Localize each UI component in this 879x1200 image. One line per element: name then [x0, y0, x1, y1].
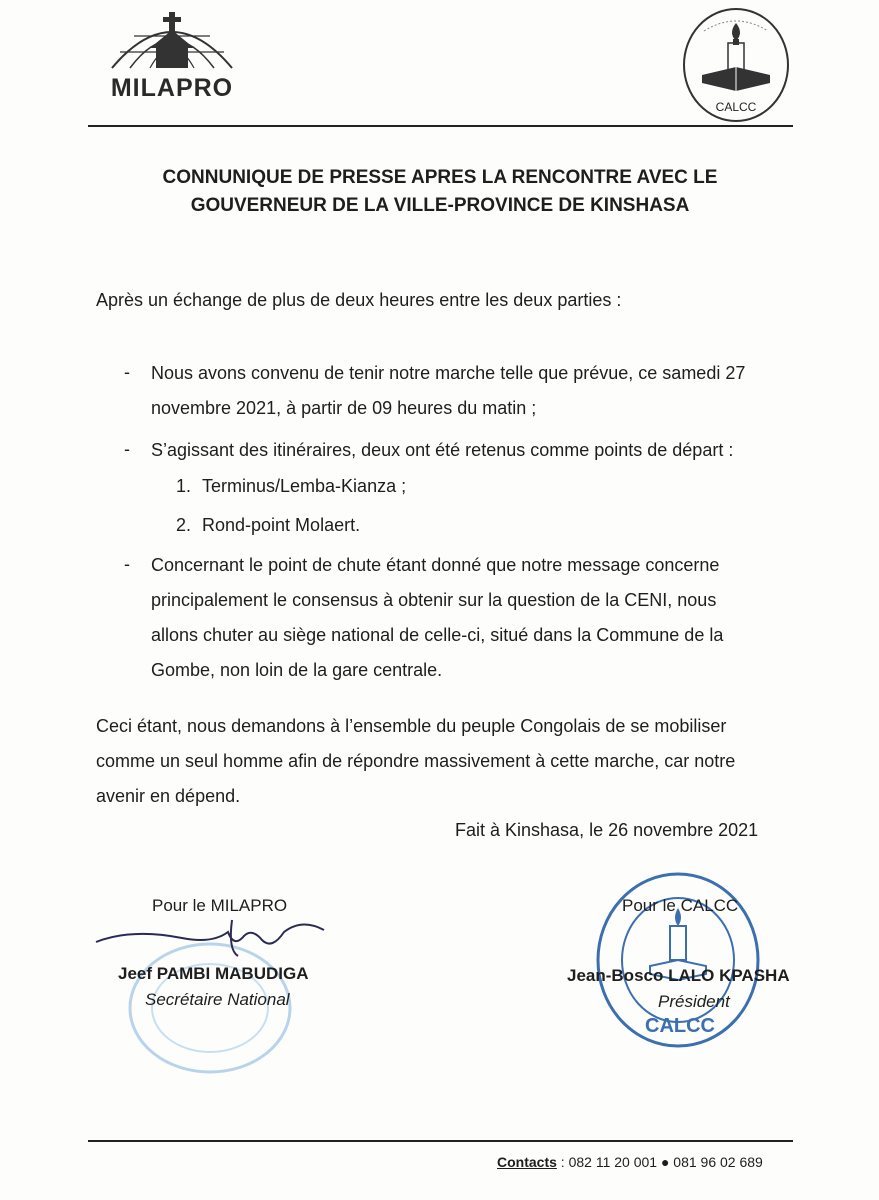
- bullet-3-line-4: Gombe, non loin de la gare centrale.: [151, 660, 443, 680]
- bullet-dash: -: [124, 554, 130, 574]
- left-signatory-name: Jeef PAMBI MABUDIGA: [118, 964, 309, 983]
- bullet-1: [151, 356, 745, 426]
- footer-contacts: [497, 1154, 763, 1170]
- title-line-1: CONNUNIQUE DE PRESSE APRES LA RENCONTRE AVEC LE: [162, 167, 718, 188]
- calcc-logo-text: CALCC: [715, 100, 757, 114]
- title-line-2: GOUVERNEUR DE LA VILLE-PROVINCE DE KINSHASA: [190, 195, 690, 216]
- left-signature: [92, 910, 332, 970]
- right-signatory-for: Pour le CALCC: [622, 896, 739, 915]
- left-signatory-role: Secrétaire National: [145, 990, 290, 1009]
- bullet-3-line-2: principalement le consensus à obtenir sur la question de la CENI, nous: [151, 590, 717, 610]
- bullet-1-line-1: Nous avons convenu de tenir notre marche telle que prévue, ce samedi 27: [151, 363, 746, 383]
- right-signatory-name: Jean-Bosco LALO KPASHA: [567, 966, 790, 985]
- closing-line-3: avenir en dépend.: [96, 786, 241, 806]
- place-date: Fait à Kinshasa, le 26 novembre 2021: [455, 820, 759, 840]
- bullet-2: S’agissant des itinéraires, deux ont été retenus comme points de départ :: [151, 440, 734, 460]
- closing-paragraph: [96, 709, 791, 814]
- contacts-label: Contacts: [497, 1154, 557, 1170]
- footer-divider: [88, 1140, 793, 1142]
- right-signatory-role: Président: [658, 992, 730, 1011]
- globe-church-icon: [100, 8, 244, 74]
- left-signatory-for: Pour le MILAPRO: [152, 896, 288, 915]
- bullet-dash: -: [124, 439, 130, 459]
- calcc-stamp-text: CALCC: [645, 1015, 715, 1037]
- milapro-logo: [92, 8, 252, 110]
- bullet-3-line-1: Concernant le point de chute étant donné que notre message concerne: [151, 555, 720, 575]
- calcc-logo: [680, 5, 792, 123]
- header-divider: [88, 125, 793, 127]
- closing-line-1: Ceci étant, nous demandons à l’ensemble du peuple Congolais de se mobiliser: [96, 716, 727, 736]
- bullet-3-line-3: allons chuter au siège national de celle-ci, situé dans la Commune de la: [151, 625, 724, 645]
- sublist-item-1: Terminus/Lemba-Kianza ;: [202, 476, 407, 496]
- sublist-number: 2.: [176, 515, 192, 535]
- bullet-3: [151, 548, 791, 688]
- bullet-1-line-2: novembre 2021, à partir de 09 heures du matin ;: [151, 398, 537, 418]
- intro-text: Après un échange de plus de deux heures entre les deux parties :: [96, 290, 622, 310]
- bullet-dash: -: [124, 362, 130, 382]
- document-title: [90, 164, 790, 220]
- closing-line-2: comme un seul homme afin de répondre massivement à cette marche, car notre: [96, 751, 736, 771]
- milapro-logo-text: MILAPRO: [110, 74, 234, 102]
- sublist-number: 1.: [176, 476, 192, 496]
- contacts-phones: : 082 11 20 001 ● 081 96 02 689: [556, 1154, 763, 1170]
- sublist-item-2: Rond-point Molaert.: [202, 515, 361, 535]
